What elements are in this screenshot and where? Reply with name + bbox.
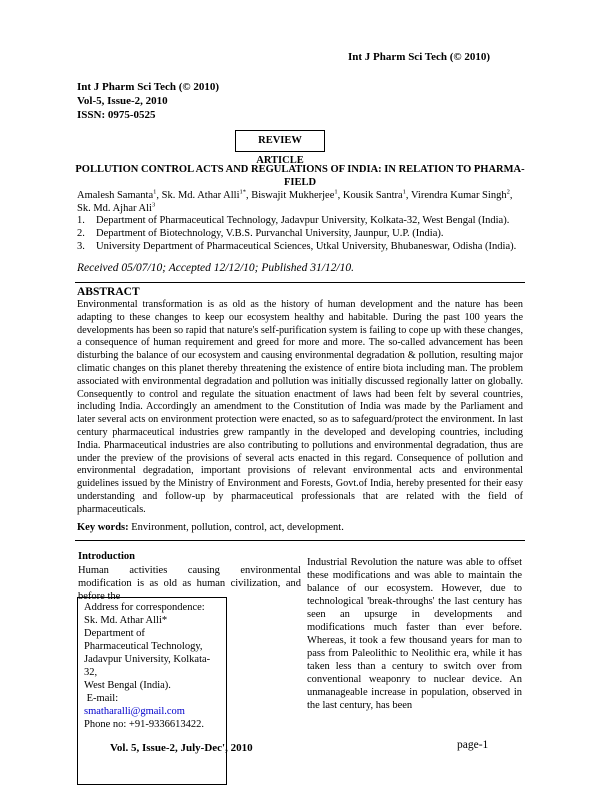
author-name: Amalesh Samanta	[77, 190, 154, 201]
footer-issue: Vol. 5, Issue-2, July-Dec', 2010	[110, 742, 253, 754]
abstract-text: Environmental transformation is as old as the history of human development and the nature has been adapting to these changes to keep our ecosystem healthy and habitable. During the past 100 years the developments has been so rapid that nature's self-purification system is failing to cope up with these changes, a consequence of human requirement and greed for more and more. The so-called advancement has been disturbing the balance of our ecosystem and causing environmental degradation & pollution, resulting major climatic changes on this planet thereby threatening the existence of entire biota including man. The problem associated with environmental degradation and pollution was initially discussed regionally latter on globally. Consequently to control and regulate the situation enactment of laws had been felt by several countries, including India. Accordingly an amendment to the Constitution of India was made by the Parliament and later several acts on environment protection were enacted, so as to safeguard/protect the environment. In last century pharmaceutical industries grew rampantly in the developed and developing countries, including India. Pharmaceutical industries are also contributing to pollutions and environmental degradation, thus are under the preview of the provisions of several acts enacted in this regard. Consequence of pollution and environmental degradation, important provisions of relevant environmental acts and environmental guidelines issued by the Ministry of Environment and Forests, Govt.of India, hereby presented for their easy understanding and follow-up by pharmaceutical professionals that are related with the field of pharmaceuticals.	[77, 299, 523, 515]
journal-name: Int J Pharm Sci Tech (© 2010)	[77, 81, 220, 93]
email-label: E-mail:	[86, 693, 119, 704]
author-list: Amalesh Samanta$^1$, Sk. Md. Athar Alli$^{1*}$, Biswajit Mukherjee$^1$, Kousik Santra$^1$, Virendra Kumar Singh$^2$, Sk. Md. Ajhar Ali$^3$	[77, 188, 513, 214]
correspondence-line: Jadavpur University, Kolkata-32,	[84, 654, 211, 678]
correspondence-box	[77, 597, 227, 785]
intro-heading: Introduction	[78, 551, 135, 562]
correspondence-author: Sk. Md. Athar Alli*	[84, 615, 168, 626]
correspondence-line: Address for correspondence:	[84, 602, 205, 613]
keywords-label: Key words:	[77, 522, 129, 533]
author-affil-sup: 2	[506, 188, 510, 196]
footer-page-number: page-1	[457, 739, 489, 751]
author-name: Biswajit Mukherjee	[251, 190, 335, 201]
affiliation-text: Department of Biotechnology, V.B.S. Purvanchal University, Jaunpur, U.P. (India).	[96, 228, 444, 239]
intro-right-text: Industrial Revolution the nature was able to offset these modifications and was able to maintain the balance of our ecosystem. However, due to technological 'break-throughs' the last century has seen an upsurge in developments and modifications much faster than ever before. Whereas, it took a few thousand years for man to pass from Paleolithic to Neolithic era, while it has taken less than a century to switch over from conventional weaponry to nuclear device. An unmanageable increase in population, observed in the last century, has been	[307, 557, 522, 711]
author-name: Sk. Md. Ajhar Ali	[77, 203, 152, 214]
article-type-box: REVIEW ARTICLE	[235, 130, 325, 152]
author-affil-sup: 1*	[239, 188, 246, 196]
author-affil-sup: 1	[153, 188, 157, 196]
author-name: Virendra Kumar Singh	[410, 190, 507, 201]
keywords-text: Environment, pollution, control, act, development.	[131, 522, 344, 533]
article-dates: Received 05/07/10; Accepted 12/12/10; Published 31/12/10.	[77, 262, 354, 274]
abstract-heading: ABSTRACT	[77, 286, 140, 298]
article-title: POLLUTION CONTROL ACTS AND REGULATIONS OF INDIA: IN RELATION TO PHARMA-FIELD	[75, 164, 525, 188]
affiliation-item	[77, 227, 537, 240]
author-affil-sup: 1	[402, 188, 406, 196]
correspondence-line: Department of	[84, 628, 145, 639]
author-name: Sk. Md. Athar Alli	[161, 190, 240, 201]
affiliation-number: 3.	[77, 241, 85, 252]
author-affil-sup: 3	[151, 201, 156, 209]
keywords	[77, 522, 344, 533]
journal-issn: ISSN: 0975-0525	[77, 109, 156, 121]
correspondence-line: Pharmaceutical Technology,	[84, 641, 203, 652]
correspondence-line: West Bengal (India).	[84, 680, 171, 691]
affiliation-text: Department of Pharmaceutical Technology, Jadavpur University, Kolkata-32, West Bengal (India).	[96, 215, 510, 226]
affiliation-number: 2.	[77, 228, 85, 239]
correspondence-phone: Phone no: +91-9336613422.	[84, 719, 204, 730]
intro-left-text: Human activities causing environmental modification is as old as human civilization, and before the	[78, 565, 301, 602]
abstract-bottom-rule	[75, 540, 525, 541]
abstract-top-rule	[75, 282, 525, 283]
email-link[interactable]: smatharalli@gmail.com	[84, 706, 185, 717]
journal-volume: Vol-5, Issue-2, 2010	[77, 95, 168, 107]
correspondence-email-row	[84, 692, 220, 718]
author-affil-sup: 1	[334, 188, 338, 196]
affiliation-number: 1.	[77, 215, 85, 226]
affiliation-item	[77, 214, 537, 227]
running-header: Int J Pharm Sci Tech (© 2010)	[348, 51, 491, 63]
affiliation-text: University Department of Pharmaceutical Sciences, Utkal University, Bhubaneswar, Odisha (India).	[96, 241, 517, 252]
affiliation-list	[77, 214, 537, 253]
author-name: Kousik Santra	[342, 190, 403, 201]
affiliation-item	[77, 240, 537, 253]
